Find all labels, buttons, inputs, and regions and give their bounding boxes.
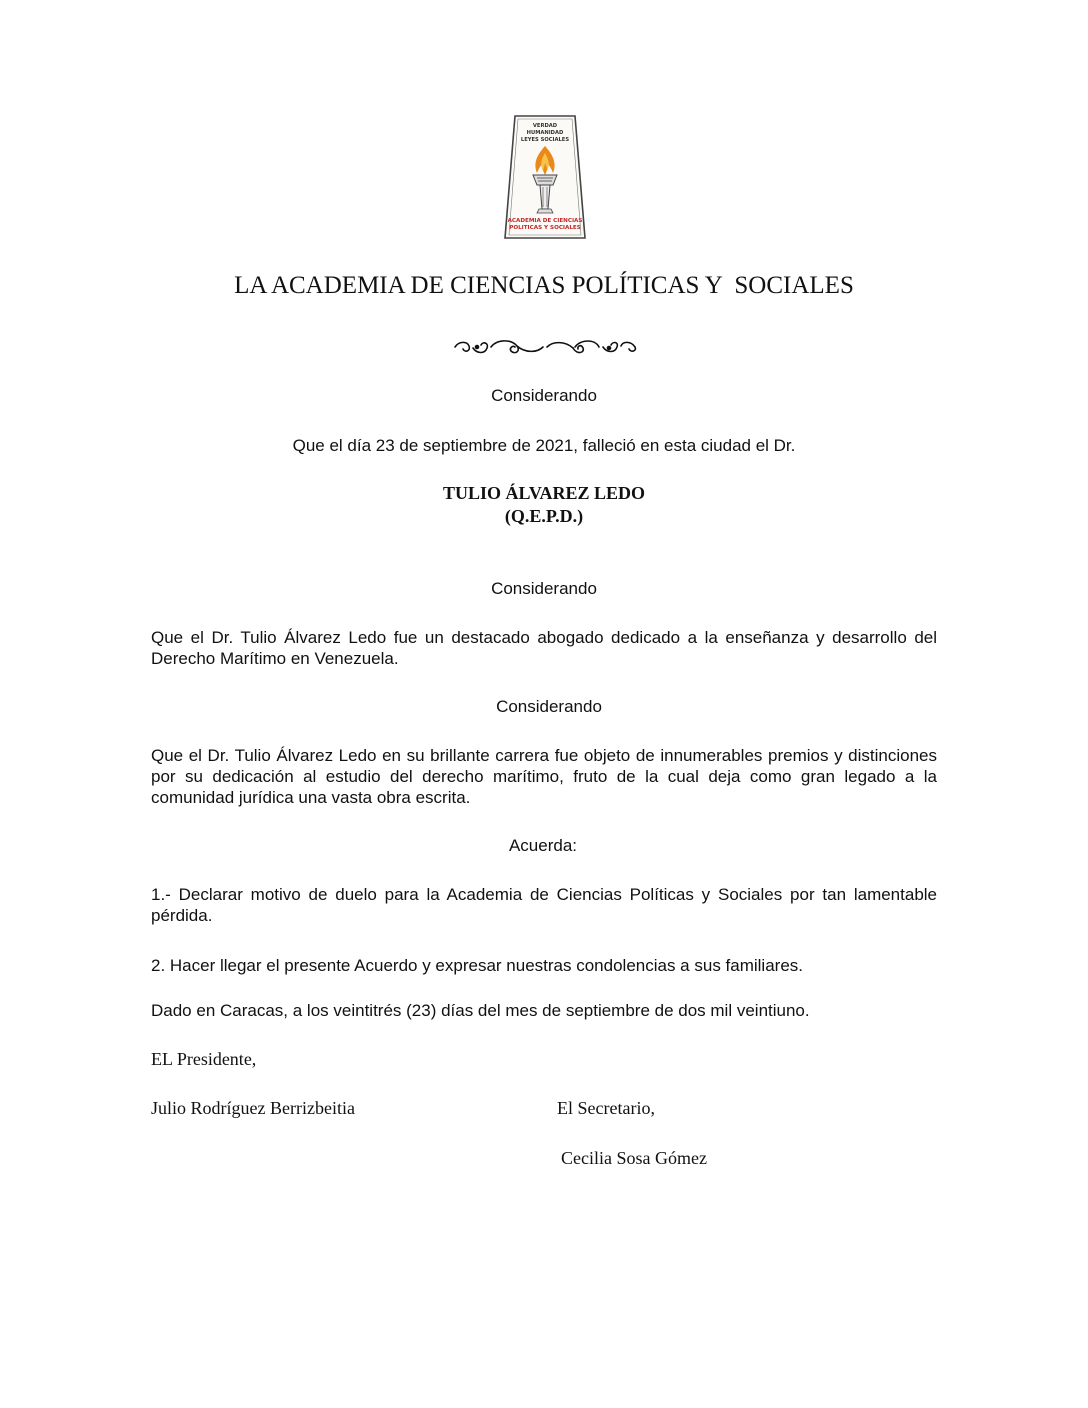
agreement-item-2: 2. Hacer llegar el presente Acuerdo y expresar nuestras condolencias a sus familiares. (151, 956, 804, 975)
agreement-item-1: 1.- Declarar motivo de duelo para la Academia de Ciencias Políticas y Sociales por tan lamentable pérdida. (151, 885, 937, 925)
acuerda-heading: Acuerda: (508, 836, 578, 855)
deceased-name: TULIO ÁLVAREZ LEDO (442, 483, 646, 503)
considerando-heading-3: Considerando (496, 697, 602, 716)
paragraph-2: Que el Dr. Tulio Álvarez Ledo fue un destacado abogado dedicado a la enseñanza y desarrollo del Derecho Marítimo en Venezuela. (151, 628, 937, 668)
dado-statement: Dado en Caracas, a los veintitrés (23) días del mes de septiembre de dos mil veintiuno. (151, 1001, 810, 1020)
logo-motto-3: LEYES SOCIALES (520, 137, 570, 143)
president-label: EL Presidente, (151, 1049, 257, 1069)
president-name: Julio Rodríguez Berrizbeitia (151, 1098, 355, 1118)
flourish-divider-icon (451, 333, 639, 361)
logo-motto-2: HUMANIDAD (526, 130, 564, 136)
logo-base-2: POLITICAS Y SOCIALES (509, 225, 581, 231)
considerando-heading-2: Considerando (491, 579, 597, 598)
academy-title: LA ACADEMIA DE CIENCIAS POLÍTICAS Y SOCIALES (234, 272, 854, 299)
logo-motto-1: VERDAD (532, 123, 558, 129)
academy-logo (503, 113, 587, 241)
opening-statement: Que el día 23 de septiembre de 2021, falleció en esta ciudad el Dr. (292, 436, 796, 455)
paragraph-3: Que el Dr. Tulio Álvarez Ledo en su brillante carrera fue objeto de innumerables premios y distinciones por su dedicación al estudio del derecho marítimo, fruto de la cual deja como gran legado a la comunidad jurídica una vasta obra escrita. (151, 746, 937, 807)
considerando-heading-1: Considerando (491, 386, 597, 405)
secretary-name: Cecilia Sosa Gómez (561, 1148, 707, 1168)
qepd-label: (Q.E.P.D.) (504, 506, 584, 526)
secretary-label: El Secretario, (557, 1098, 655, 1118)
logo-base-1: ACADEMIA DE CIENCIAS (507, 218, 583, 224)
